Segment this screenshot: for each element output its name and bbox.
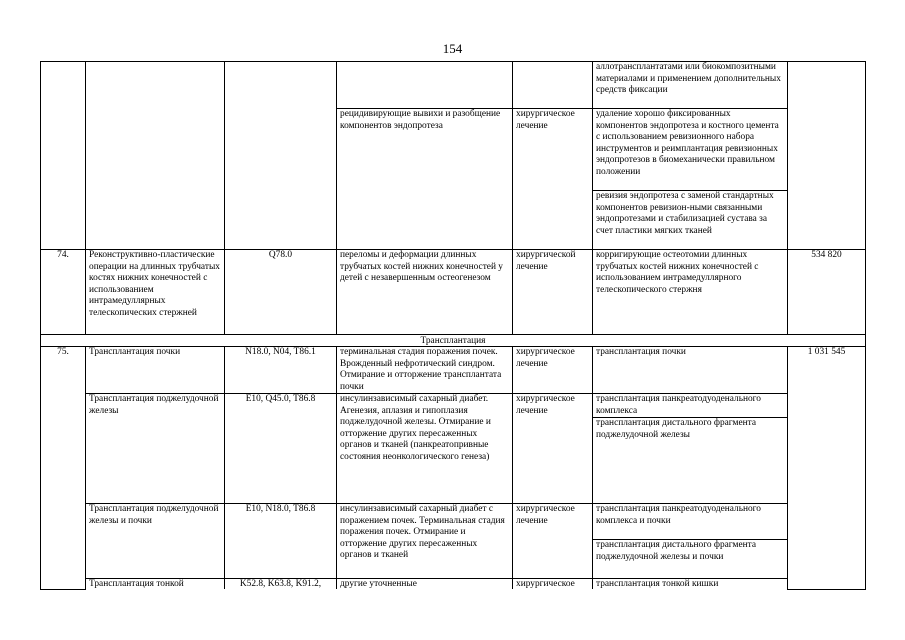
method-cell: трансплантация дистального фрагмента поджелудочной железы (593, 418, 788, 504)
table-row (41, 504, 866, 540)
table-row (41, 62, 866, 109)
table-row (41, 250, 866, 335)
price-cell: 1 031 545 (788, 347, 866, 590)
method-cell: трансплантация панкреатодуоденального комплекса (593, 394, 788, 418)
method-cell: трансплантация дистального фрагмента поджелудочной железы и почки (593, 540, 788, 579)
price-cell: 534 820 (788, 250, 866, 335)
method-cell: удаление хорошо фиксированных компонентов эндопротеза и костного цемента с использованием ревизионного набора инструментов и реимплантация ревизионных эндопротезов в биомеханически правильном положении (593, 109, 788, 191)
code-cell: K52.8, K63.8, K91.2, (225, 579, 337, 590)
row-number: 75. (41, 347, 86, 590)
code-cell: E10, N18.0, T86.8 (225, 504, 337, 579)
treatment-cell: хирургическое лечение (513, 347, 593, 394)
model-cell: инсулинзависимый сахарный диабет. Агенезия, аплазия и гипоплазия поджелудочной железы. Отмирание и отторжение других пересаженных органов и тканей (панкреатопривные состояния неонкологического генеза) (337, 394, 513, 504)
method-cell: аллотрансплантатами или биокомпозитными материалами и применением дополнительных средств фиксации (593, 62, 788, 109)
model-cell: инсулинзависимый сахарный диабет с поражением почек. Терминальная стадия поражения почек. Отмирание и отторжение других пересаженных органов и тканей (337, 504, 513, 579)
code-cell: N18.0, N04, T86.1 (225, 347, 337, 394)
treatment-cell: хирургическое лечение (513, 394, 593, 504)
model-cell: рецидивирующие вывихи и разобщение компонентов эндопротеза (337, 109, 513, 250)
model-cell: терминальная стадия поражения почек. Врожденный нефротический синдром. Отмирание и отторжение трансплантата почки (337, 347, 513, 394)
name-cell: Реконструктивно-пластические операции на длинных трубчатых костях нижних конечностей с использованием интрамедуллярных телескопических стержней (86, 250, 225, 335)
method-cell: ревизия эндопротеза с заменой стандартных компонентов ревизион-ными связанными эндопротезами и стабилизацией сустава за счет пластики мягких тканей (593, 191, 788, 250)
name-cell: Трансплантация поджелудочной железы (86, 394, 225, 504)
page-number: 154 (442, 41, 463, 56)
section-row (41, 335, 866, 347)
table-row (41, 579, 866, 590)
method-cell: трансплантация тонкой кишки (593, 579, 788, 590)
treatment-cell: хирургической лечение (513, 250, 593, 335)
code-cell: E10, Q45.0, T86.8 (225, 394, 337, 504)
section-title: Трансплантация (41, 335, 866, 347)
model-cell: другие уточненные (337, 579, 513, 590)
table-row (41, 347, 866, 394)
row-number: 74. (41, 250, 86, 335)
treatment-cell: хирургическое лечение (513, 504, 593, 579)
name-cell: Трансплантация тонкой (86, 579, 225, 590)
medical-services-table (40, 61, 866, 590)
treatment-cell: хирургическое лечение (513, 109, 593, 250)
name-cell: Трансплантация почки (86, 347, 225, 394)
model-cell: переломы и деформации длинных трубчатых костей нижних конечностей у детей с незавершенным остеогенезом (337, 250, 513, 335)
method-cell: трансплантация панкреатодуоденального комплекса и почки (593, 504, 788, 540)
method-cell: трансплантация почки (593, 347, 788, 394)
code-cell: Q78.0 (225, 250, 337, 335)
table-row (41, 394, 866, 418)
treatment-cell: хирургическое (513, 579, 593, 590)
name-cell: Трансплантация поджелудочной железы и почки (86, 504, 225, 579)
method-cell: корригирующие остеотомии длинных трубчатых костей нижних конечностей с использованием интрамедуллярного телескопического стержня (593, 250, 788, 335)
